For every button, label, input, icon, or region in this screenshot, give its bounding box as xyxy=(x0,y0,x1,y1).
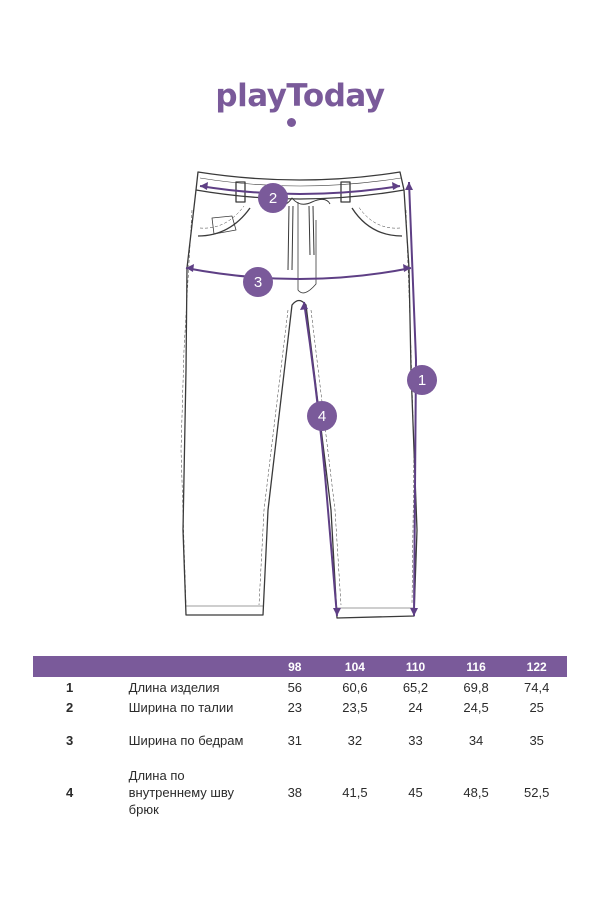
cell-value: 35 xyxy=(529,732,544,748)
brand-name: playToday xyxy=(215,78,385,114)
cell-value: 41,5 xyxy=(342,784,368,800)
cell-value: 38 xyxy=(287,784,303,800)
row-label: Длина по внутреннему шву брюк xyxy=(128,767,234,817)
cell-value: 74,4 xyxy=(524,679,550,695)
marker-badge-4 xyxy=(307,401,337,431)
cell-value: 65,2 xyxy=(402,679,429,695)
cell-value: 31 xyxy=(287,732,303,748)
cell-value: 60,6 xyxy=(342,679,368,695)
marker-badge-1 xyxy=(407,365,437,395)
pants-measurement-diagram xyxy=(0,150,600,630)
row-label: Длина изделия xyxy=(128,679,220,695)
cell-value: 69,8 xyxy=(463,679,489,695)
pocket-right xyxy=(352,208,402,236)
marker-badge-2 xyxy=(258,183,288,213)
size-104-header: 104 xyxy=(344,659,365,674)
row-number: 4 xyxy=(66,784,74,800)
table-row xyxy=(33,763,567,821)
size-110-header: 110 xyxy=(405,659,426,674)
cell-value: 56 xyxy=(287,679,303,695)
marker-badge-3 xyxy=(243,267,273,297)
marker-3-label: 3 xyxy=(253,274,263,291)
measure-line-3-hips xyxy=(186,268,411,279)
cell-value: 48,5 xyxy=(463,784,489,800)
header-label-cell xyxy=(129,656,265,677)
size-table xyxy=(33,656,567,821)
row-number: 1 xyxy=(66,679,74,695)
logo-dot xyxy=(287,118,296,127)
cell-value: 45 xyxy=(408,784,423,800)
marker-2-label: 2 xyxy=(268,190,278,207)
cell-value: 25 xyxy=(529,699,544,715)
measure-line-4-inseam xyxy=(304,302,337,616)
cell-value: 24,5 xyxy=(463,699,489,715)
marker-4-label: 4 xyxy=(317,408,327,425)
cell-value: 23 xyxy=(287,699,303,715)
marker-1-label: 1 xyxy=(417,372,427,389)
cell-value: 32 xyxy=(347,732,363,748)
row-number: 2 xyxy=(66,699,74,715)
table-row xyxy=(33,677,567,697)
row-label: Ширина по бедрам xyxy=(128,732,244,748)
size-116-header: 116 xyxy=(466,659,486,674)
cell-value: 52,5 xyxy=(524,784,550,800)
size-header-row xyxy=(33,656,567,677)
table-row xyxy=(33,697,567,717)
cell-value: 33 xyxy=(408,732,423,748)
cell-value: 34 xyxy=(468,732,484,748)
header-num-cell xyxy=(33,656,129,677)
measure-line-2-waist xyxy=(200,186,400,194)
size-98-header: 98 xyxy=(288,659,302,674)
size-122-header: 122 xyxy=(526,659,547,674)
brand-logo xyxy=(0,78,600,114)
cell-value: 24 xyxy=(408,699,423,715)
row-number: 3 xyxy=(66,732,74,748)
pants-outline xyxy=(183,190,417,618)
table-row xyxy=(33,717,567,763)
cell-value: 23,5 xyxy=(342,699,368,715)
row-label: Ширина по талии xyxy=(128,699,234,715)
